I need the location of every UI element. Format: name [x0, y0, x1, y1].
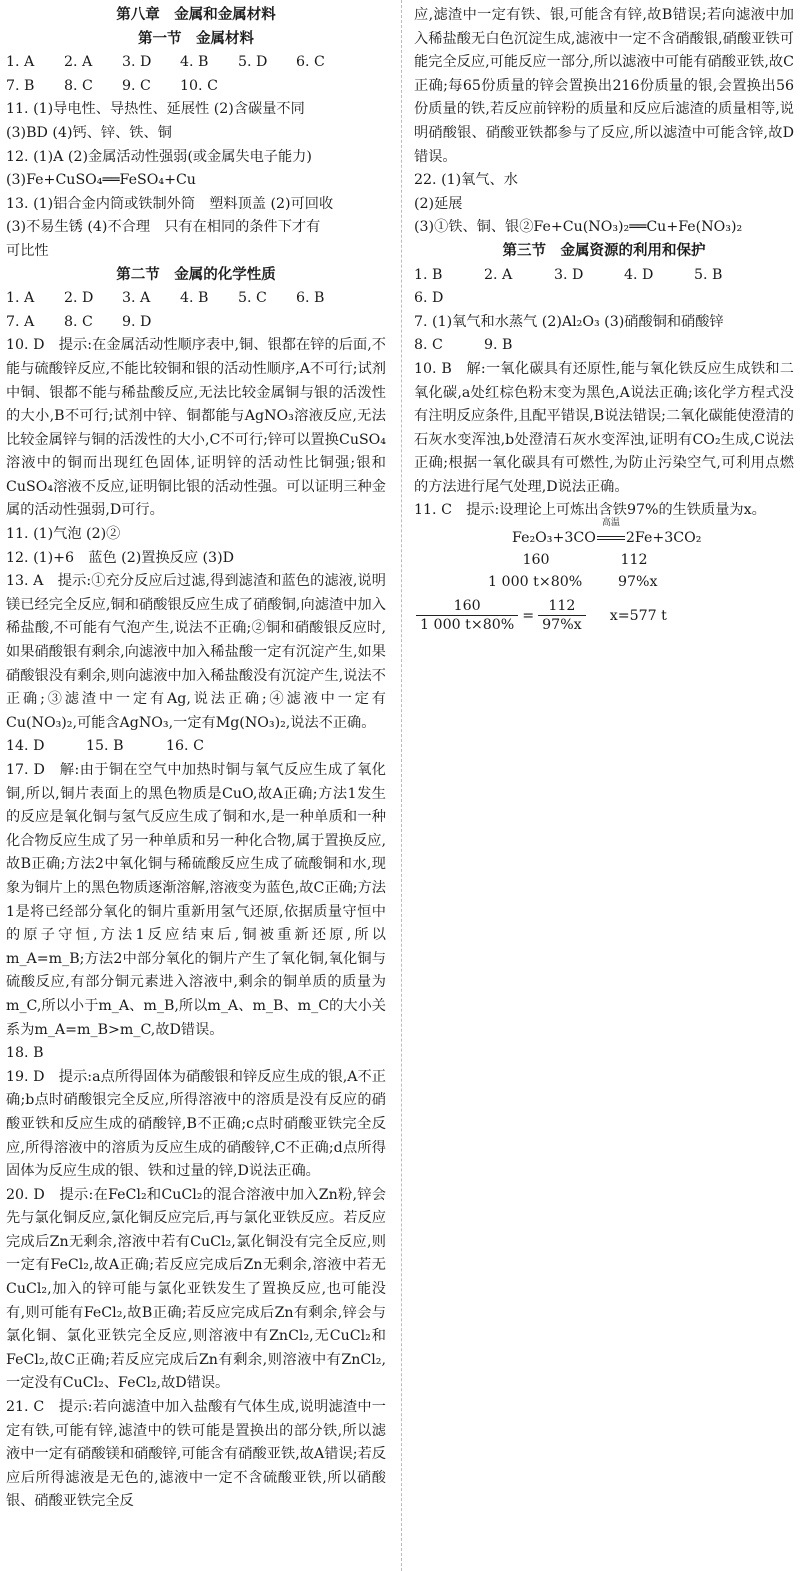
answer-paragraph: 10. B 解:一氧化碳具有还原性,能与氧化铁反应生成铁和二氧化碳,a处红棕色粉末变为黑色,A说法正确;该化学方程式没有注明反应条件,且配平错误,B说法错误;二氧化碳能使澄清的石灰水变浑浊,b处澄清石灰水变浑浊,证明有CO₂生成,C说法正确;根据一氧化碳具有可燃性,为防止污染空气,可利用点燃的方法进行尾气处理,D说法正确。	[414, 360, 794, 495]
answer-paragraph: 13. A 提示:①充分反应后过滤,得到滤渣和蓝色的滤液,说明镁已经完全反应,铜和硝酸银反应生成了硝酸铜,向滤渣中加入稀盐酸,不可能有气泡产生,说法不正确;②铜和硝酸银反应时,如果硝酸银有剩余,向滤液中加入稀盐酸一定有沉淀产生,如果硝酸银没有剩余,则向滤液中加入稀盐酸没有沉淀产生,说法不正确;③滤渣中一定有Ag,说法正确;④滤液中一定有Cu(NO₃)₂,可能含AgNO₃,一定有Mg(NO₃)₂,说法不正确。	[6, 573, 386, 731]
answer-paragraph: 21. C 提示:若向滤渣中加入盐酸有气体生成,说明滤渣中一定有铁,可能有锌,滤渣中的铁可能是置换出的部分铁,所以滤液中一定有硝酸镁和硝酸锌,可能含有硝酸亚铁,故A错误;若反应后所得滤液是无色的,滤液中一定不含硫酸亚铁,所以硝酸银、硝酸亚铁完全反	[6, 1399, 386, 1510]
answer-paragraph: 17. D 解:由于铜在空气中加热时铜与氧气反应生成了氧化铜,所以,铜片表面上的黑色物质是CuO,故A正确;方法1发生的反应是氧化铜与氢气反应生成了铜和水,是一种单质和一种化合物反应生成了另一种单质和另一种化合物,属于置换反应,故B正确;方法2中氧化铜与稀硫酸反应生成了硫酸铜和水,现象为铜片上的黑色物质逐渐溶解,溶液变为蓝色,故C正确;方法1是将已经部分氧化的铜片重新用氢气还原,依据质量守恒中的原子守恒,方法1反应结束后,铜被重新还原,所以m_A=m_B;方法2中部分氧化的铜片产生了氧化铜,氧化铜与硫酸反应,有部分铜元素进入溶液中,剩余的铜单质的质量为m_C,所以小于m_A、m_B,所以m_A、m_B、m_C的大小关系为m_A=m_B>m_C,故D错误。	[6, 762, 386, 1038]
answer: 10. C	[180, 77, 218, 94]
answer-line: (3)不易生锈 (4)不合理 只有在相同的条件下才有	[6, 219, 321, 236]
answer-row	[6, 75, 386, 99]
fraction	[416, 597, 518, 634]
answer: 6. B	[296, 290, 325, 307]
right-column	[414, 4, 794, 634]
equation-values-row	[488, 571, 794, 593]
answer-line: 可比性	[6, 242, 49, 259]
answer-paragraph: 20. D 提示:在FeCl₂和CuCl₂的混合溶液中加入Zn粉,锌会先与氯化铜反应,氯化铜反应完后,再与氯化亚铁反应。若反应完成后Zn无剩余,溶液中若有CuCl₂,氯化铜没有完全反应,则一定有FeCl₂,故A正确;若反应完成后Zn无剩余,溶液中若无CuCl₂,加入的锌可能与氯化亚铁发生了置换反应,也可能没有,则可能有FeCl₂,故B正确;若反应完成后Zn有剩余,锌会与氯化铜、氯化亚铁完全反应,则溶液中有ZnCl₂,无CuCl₂和FeCl₂,故C正确;若反应完成后Zn有剩余,则溶液中有ZnCl₂,一定没有CuCl₂、FeCl₂,故D错误。	[6, 1186, 386, 1392]
answer: 5. B	[694, 266, 723, 283]
answer-line: 18. B	[6, 1045, 44, 1062]
answer-row	[414, 264, 794, 288]
answer: 9. C	[122, 77, 151, 94]
answer: 16. C	[166, 738, 204, 755]
fraction-numerator: 160	[453, 598, 481, 615]
proportion	[416, 597, 794, 634]
fraction-numerator: 112	[548, 598, 576, 615]
answer-line: (2)延展	[414, 195, 463, 212]
answer-row	[6, 287, 386, 311]
answer: 2. A	[64, 54, 93, 71]
reaction-condition: 高温	[601, 518, 620, 529]
equation-products: 2Fe+3CO₂	[625, 530, 702, 547]
answer: 14. D	[6, 738, 45, 755]
answer: 9. B	[484, 337, 513, 354]
equation-value: 97%x	[618, 574, 658, 591]
fraction-denominator: 97%x	[538, 615, 586, 634]
column-divider	[401, 0, 402, 1571]
reaction-arrow	[596, 518, 626, 549]
answer: 5. C	[238, 290, 267, 307]
answer: 2. D	[64, 290, 94, 307]
equation-values-row	[512, 549, 794, 571]
answer-line: (3)①铁、铜、银②Fe+Cu(NO₃)₂══Cu+Fe(NO₃)₂	[414, 219, 743, 236]
answer: 7. A	[6, 313, 35, 330]
answer: 1. A	[6, 290, 35, 307]
answer: 4. B	[180, 54, 209, 71]
answer-row	[6, 51, 386, 75]
section-1-title: 第一节 金属材料	[138, 30, 254, 47]
answer: 6. D	[414, 290, 444, 307]
left-column	[6, 4, 386, 1514]
equation-value: 112	[620, 552, 648, 569]
answer: 4. D	[624, 266, 654, 283]
answer: 1. B	[414, 266, 443, 283]
answer-line: 11. C 提示:设理论上可炼出含铁97%的生铁质量为x。	[414, 502, 766, 519]
answer-line: 11. (1)气泡 (2)②	[6, 526, 121, 543]
answer-row	[414, 287, 794, 311]
answer-line: 13. (1)铝合金内筒或铁制外筒 塑料顶盖 (2)可回收	[6, 195, 334, 212]
answer: 8. C	[64, 313, 93, 330]
chemical-equation	[512, 518, 794, 549]
answer: 8. C	[414, 337, 443, 354]
answer-paragraph: 19. D 提示:a点所得固体为硝酸银和锌反应生成的银,A不正确;b点时硝酸银完全反应,所得溶液中的溶质是没有反应的硝酸亚铁和反应生成的硝酸锌,B不正确;c点时硝酸亚铁完全反应,所得溶液中的溶质为反应生成的硝酸锌,C不正确;d点所得固体为反应生成的银、铁和过量的锌,D说法正确。	[6, 1068, 386, 1180]
answer: 3. D	[122, 54, 152, 71]
answer-line: (3)Fe+CuSO₄══FeSO₄+Cu	[6, 172, 196, 189]
answer-line: 7. (1)氧气和水蒸气 (2)Al₂O₃ (3)硝酸铜和硝酸锌	[414, 313, 724, 330]
section-2-title: 第二节 金属的化学性质	[116, 266, 276, 283]
answer-line: (3)BD (4)钙、锌、铁、铜	[6, 124, 172, 141]
answer: 9. D	[122, 313, 152, 330]
answer: 7. B	[6, 77, 35, 94]
answer-row	[6, 735, 386, 759]
answer: 6. C	[296, 54, 325, 71]
answer-paragraph: 应,滤渣中一定有铁、银,可能含有锌,故B错误;若向滤液中加入稀盐酸无白色沉淀生成,滤液中一定不含硝酸银,硝酸亚铁可能完全反应,可能反应一部分,所以滤液中可能有硝酸亚铁,故C正确;每65份质量的锌会置换出216份质量的银,会置换出56份质量的铁,若反应前锌粉的质量和反应后滤渣的质量相等,说明硝酸银、硝酸亚铁都参与了反应,所以滤渣中可能含锌,故D错误。	[414, 7, 794, 165]
equals-sign: =	[522, 607, 535, 624]
equation-value: 1 000 t×80%	[488, 574, 583, 591]
fraction	[538, 597, 586, 634]
equation-value: 160	[522, 552, 550, 569]
answer-line: 12. (1)A (2)金属活动性强弱(或金属失电子能力)	[6, 148, 312, 165]
answer: 2. A	[484, 266, 513, 283]
section-3-title: 第三节 金属资源的利用和保护	[502, 242, 706, 259]
equation-reactants: Fe₂O₃+3CO	[512, 530, 596, 547]
answer-line: 12. (1)+6 蓝色 (2)置换反应 (3)D	[6, 549, 234, 566]
answer: 3. A	[122, 290, 151, 307]
answer-line: 22. (1)氧气、水	[414, 172, 518, 189]
answer-paragraph: 10. D 提示:在金属活动性顺序表中,铜、银都在锌的后面,不能与硫酸锌反应,不能比较铜和银的活动性顺序,A不可行;试剂中铜、银都不能与稀盐酸反应,无法比较金属铜与银的活泼性的大小,B不可行;试剂中锌、铜都能与AgNO₃溶液反应,无法比较金属锌与铜的活泼性的大小,C不可行;锌可以置换CuSO₄溶液中的铜而出现红色固体,证明锌的活动性比铜强;银和CuSO₄溶液不反应,证明铜比银的活动性强。可以证明三种金属的活动性强弱,D可行。	[6, 337, 386, 519]
answer: 4. B	[180, 290, 209, 307]
answer: 15. B	[86, 738, 124, 755]
fraction-denominator: 1 000 t×80%	[416, 615, 518, 634]
answer-line: 11. (1)导电性、导热性、延展性 (2)含碳量不同	[6, 101, 305, 118]
answer: 8. C	[64, 77, 93, 94]
answer: 1. A	[6, 54, 35, 71]
chapter-title: 第八章 金属和金属材料	[116, 7, 276, 23]
answer-row	[414, 334, 794, 358]
calculation-result: x=577 t	[609, 607, 667, 624]
answer: 5. D	[238, 54, 268, 71]
answer: 3. D	[554, 266, 584, 283]
answer-row	[6, 311, 386, 335]
